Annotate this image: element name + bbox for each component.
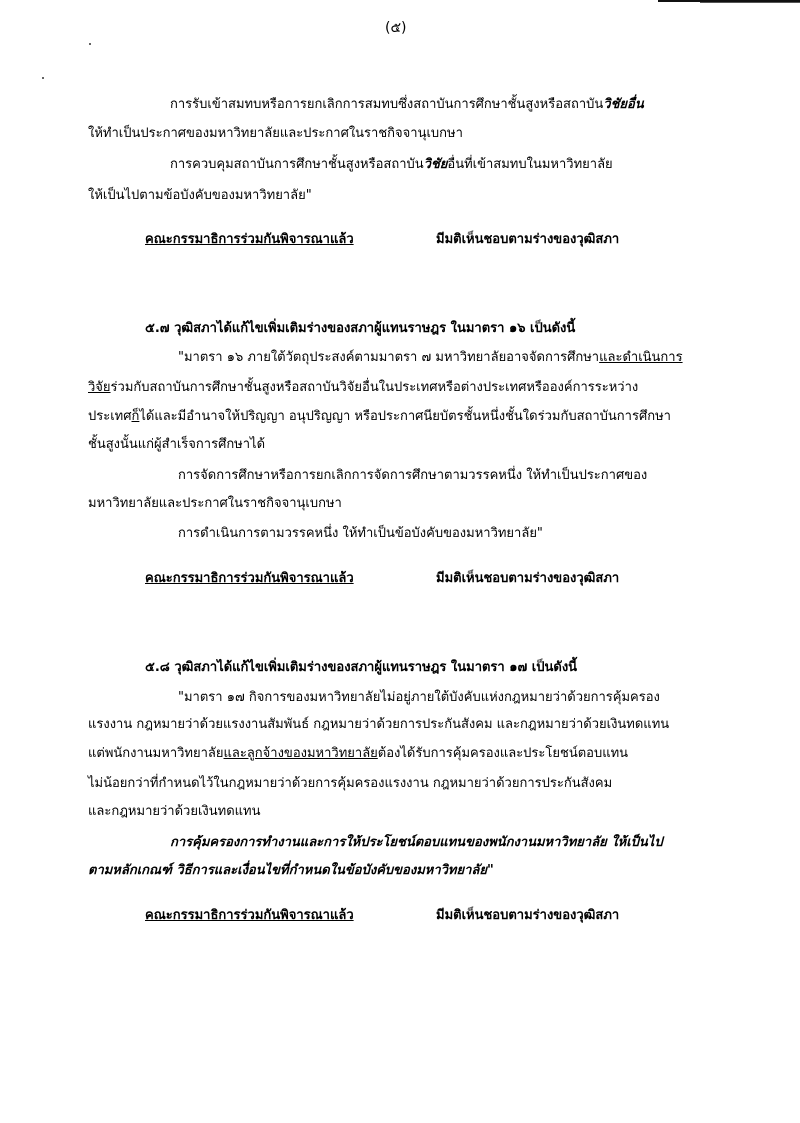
section-heading: ๕.๗ วุฒิสภาได้แก้ไขเพิ่มเติมร่างของสภาผู้แทนราษฎร ในมาตรา ๑๖ เป็นดังนี้ — [145, 321, 576, 336]
paragraph-line: ชั้นสูงนั้นแก่ผู้สำเร็จการศึกษาได้ — [88, 437, 266, 452]
committee-opinion: มีมติเห็นชอบตามร่างของวุฒิสภา — [436, 232, 620, 247]
paragraph-line: การจัดการศึกษาหรือการยกเลิกการจัดการศึกษาตามวรรคหนึ่ง ให้ทำเป็นประกาศของ — [178, 468, 648, 483]
paragraph-line: ไม่น้อยกว่าที่กำหนดไว้ในกฎหมายว่าด้วยการคุ้มครองแรงงาน กฎหมายว่าด้วยการประกันสังคม — [88, 776, 613, 791]
committee-label: คณะกรรมาธิการร่วมกันพิจารณาแล้ว — [145, 908, 354, 923]
text-run-underlined: ก็ — [131, 409, 140, 424]
text-run: ร่วมกับสถาบันการศึกษาชั้นสูงหรือสถาบันวิจัยอื่นในประเทศหรือต่างประเทศหรือองค์การระหว่าง — [110, 380, 639, 395]
paragraph-line: "มาตรา ๑๗ กิจการของมหาวิทยาลัยไม่อยู่ภายใต้บังคับแห่งกฎหมายว่าด้วยการคุ้มครอง — [178, 690, 660, 705]
scan-speck — [89, 43, 91, 45]
text-run-emphasis: วิชัยอื่น — [603, 97, 644, 112]
scan-border-mark — [700, 2, 800, 3]
page-number: (๕) — [385, 20, 407, 36]
scan-speck — [42, 77, 44, 79]
text-run: อื่นที่เข้าสมทบในมหาวิทยาลัย — [447, 157, 613, 172]
text-run: การควบคุมสถาบันการศึกษาชั้นสูงหรือสถาบัน — [170, 157, 424, 172]
text-run: ต้องได้รับการคุ้มครองและประโยชน์ตอบแทน — [377, 746, 629, 761]
text-run: การรับเข้าสมทบหรือการยกเลิกการสมทบซึ่งสถาบันการศึกษาชั้นสูงหรือสถาบัน — [170, 97, 604, 112]
text-run: ประเทศ — [88, 409, 132, 424]
paragraph-line — [88, 409, 671, 425]
paragraph-line — [170, 157, 613, 173]
paragraph-line: การคุ้มครองการทำงานและการให้ประโยชน์ตอบแทนของพนักงานมหาวิทยาลัย ให้เป็นไป — [170, 835, 663, 850]
committee-opinion: มีมติเห็นชอบตามร่างของวุฒิสภา — [436, 908, 620, 923]
text-run-underlined: และลูกจ้างของมหาวิทยาลัย — [223, 746, 378, 761]
paragraph-line: ให้ทำเป็นประกาศของมหาวิทยาลัยและประกาศในราชกิจจานุเบกษา — [88, 126, 463, 141]
paragraph-line: มหาวิทยาลัยและประกาศในราชกิจจานุเบกษา — [88, 496, 342, 511]
paragraph-line — [170, 97, 644, 113]
committee-opinion: มีมติเห็นชอบตามร่างของวุฒิสภา — [436, 571, 620, 586]
paragraph-line: ตามหลักเกณฑ์ วิธีการและเงื่อนไขที่กำหนดในข้อบังคับของมหาวิทยาลัย" — [88, 863, 494, 878]
committee-label: คณะกรรมาธิการร่วมกันพิจารณาแล้ว — [145, 571, 354, 586]
text-run-underlined: และดำเนินการ — [599, 350, 683, 365]
committee-label: คณะกรรมาธิการร่วมกันพิจารณาแล้ว — [145, 232, 354, 247]
text-run: แต่พนักงานมหาวิทยาลัย — [88, 746, 224, 761]
text-run-underlined: วิจัย — [88, 380, 111, 395]
paragraph-line: แรงงาน กฎหมายว่าด้วยแรงงานสัมพันธ์ กฎหมายว่าด้วยการประกันสังคม และกฎหมายว่าด้วยเงินทดแทน — [88, 717, 670, 732]
paragraph-line — [178, 350, 683, 366]
paragraph-line: และกฎหมายว่าด้วยเงินทดแทน — [88, 804, 261, 819]
paragraph-line — [88, 380, 638, 396]
section-heading: ๕.๘ วุฒิสภาได้แก้ไขเพิ่มเติมร่างของสภาผู้แทนราษฎร ในมาตรา ๑๗ เป็นดังนี้ — [145, 660, 578, 675]
text-run-emphasis: วิชัย — [423, 157, 448, 172]
text-run: "มาตรา ๑๖ ภายใต้วัตถุประสงค์ตามมาตรา ๗ มหาวิทยาลัยอาจจัดการศึกษา — [178, 350, 600, 365]
paragraph-line: ให้เป็นไปตามข้อบังคับของมหาวิทยาลัย" — [88, 188, 312, 203]
text-run: ได้และมีอำนาจให้ปริญญา อนุปริญญา หรือประกาศนียบัตรชั้นหนึ่งชั้นใดร่วมกับสถาบันการศึกษา — [139, 409, 671, 424]
paragraph-line: การดำเนินการตามวรรคหนึ่ง ให้ทำเป็นข้อบังคับของมหาวิทยาลัย" — [178, 526, 543, 541]
paragraph-line — [88, 746, 628, 762]
